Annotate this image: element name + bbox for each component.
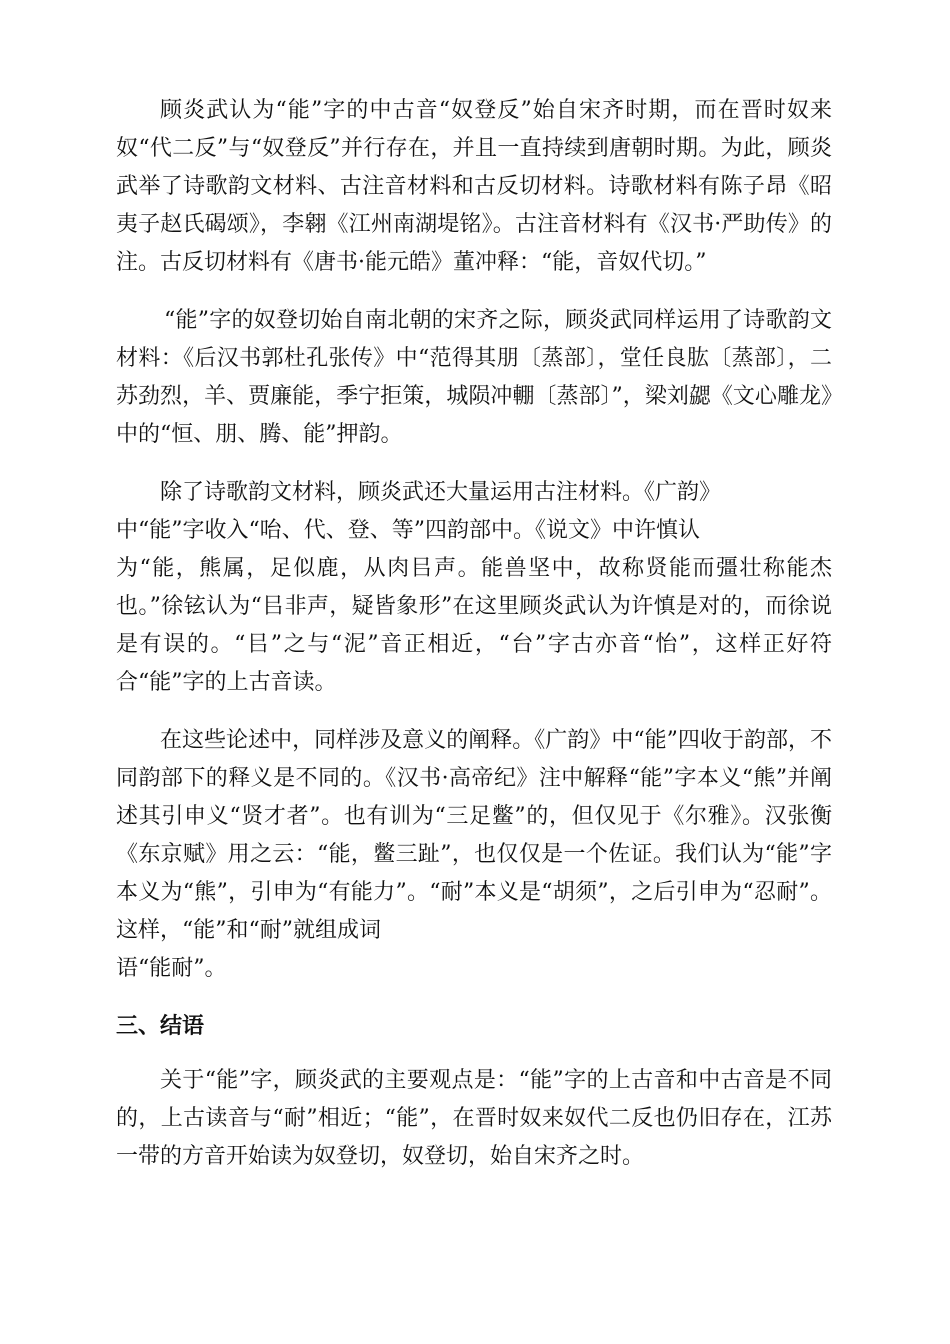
paragraph-3: 除了诗歌韵文材料，顾炎武还大量运用古注材料。《广韵》 中“能”字收入“咍、代、登、等”四韵部中。《说文》中许慎认 为“能，熊属，足似鹿，从肉㠯声。能兽坚中，故称贤能而彊壮称能杰也。”徐铉认为“㠯非声，疑皆象形”在这里顾炎武认为许慎是对的，而徐说是有误的。“㠯”之与“泥”音正相近，“台”字古亦音“怡”，这样正好符合“能”字的上古音读。 (116, 480, 832, 695)
paragraph-2: “能”字的奴登切始自南北朝的宋齐之际，顾炎武同样运用了诗歌韵文材料：《后汉书郭杜孔张传》中“范得其朋〔蒸部〕，堂任良肱〔蒸部〕，二苏劲烈，羊、贾廉能，季宁拒策，城陨冲輣〔蒸部〕”，梁刘勰《文心雕龙》中的“恒、朋、腾、能”押韵。 (116, 308, 832, 447)
paragraph-1: 顾炎武认为“能”字的中古音“奴登反”始自宋齐时期，而在晋时奴来奴“代二反”与“奴登反”并行存在，并且一直持续到唐朝时期。为此，顾炎武举了诗歌韵文材料、古注音材料和古反切材料。诗歌材料有陈子昂《昭夷子赵氏碣颂》，李翱《江州南湖堤铭》。古注音材料有《汉书·严助传》的注。古反切材料有《唐书·能元皓》董冲释：“能，音奴代切。” (116, 98, 832, 275)
paragraph-4: 在这些论述中，同样涉及意义的阐释。《广韵》中“能”四收于韵部，不同韵部下的释义是不同的。《汉书·高帝纪》注中解释“能”字本义“熊”并阐述其引申义“贤才者”。也有训为“三足鳖”的，但仅见于《尔雅》。汉张衡《东京赋》用之云：“能，鳖三趾”，也仅仅是一个佐证。我们认为“能”字本义为“熊”，引申为“有能力”。“耐”本义是“胡须”，之后引申为“忍耐”。这样，“能”和“耐”就组成词 语“能耐”。 (116, 728, 832, 981)
conclusion-paragraph: 关于“能”字，顾炎武的主要观点是：“能”字的上古音和中古音是不同的，上古读音与“耐”相近；“能”，在晋时奴来奴代二反也仍旧存在，江苏一带的方音开始读为奴登切，奴登切，始自宋齐之时。 (116, 1068, 832, 1169)
document-body (116, 92, 832, 1196)
section-heading: 三、结语 (116, 1014, 205, 1039)
